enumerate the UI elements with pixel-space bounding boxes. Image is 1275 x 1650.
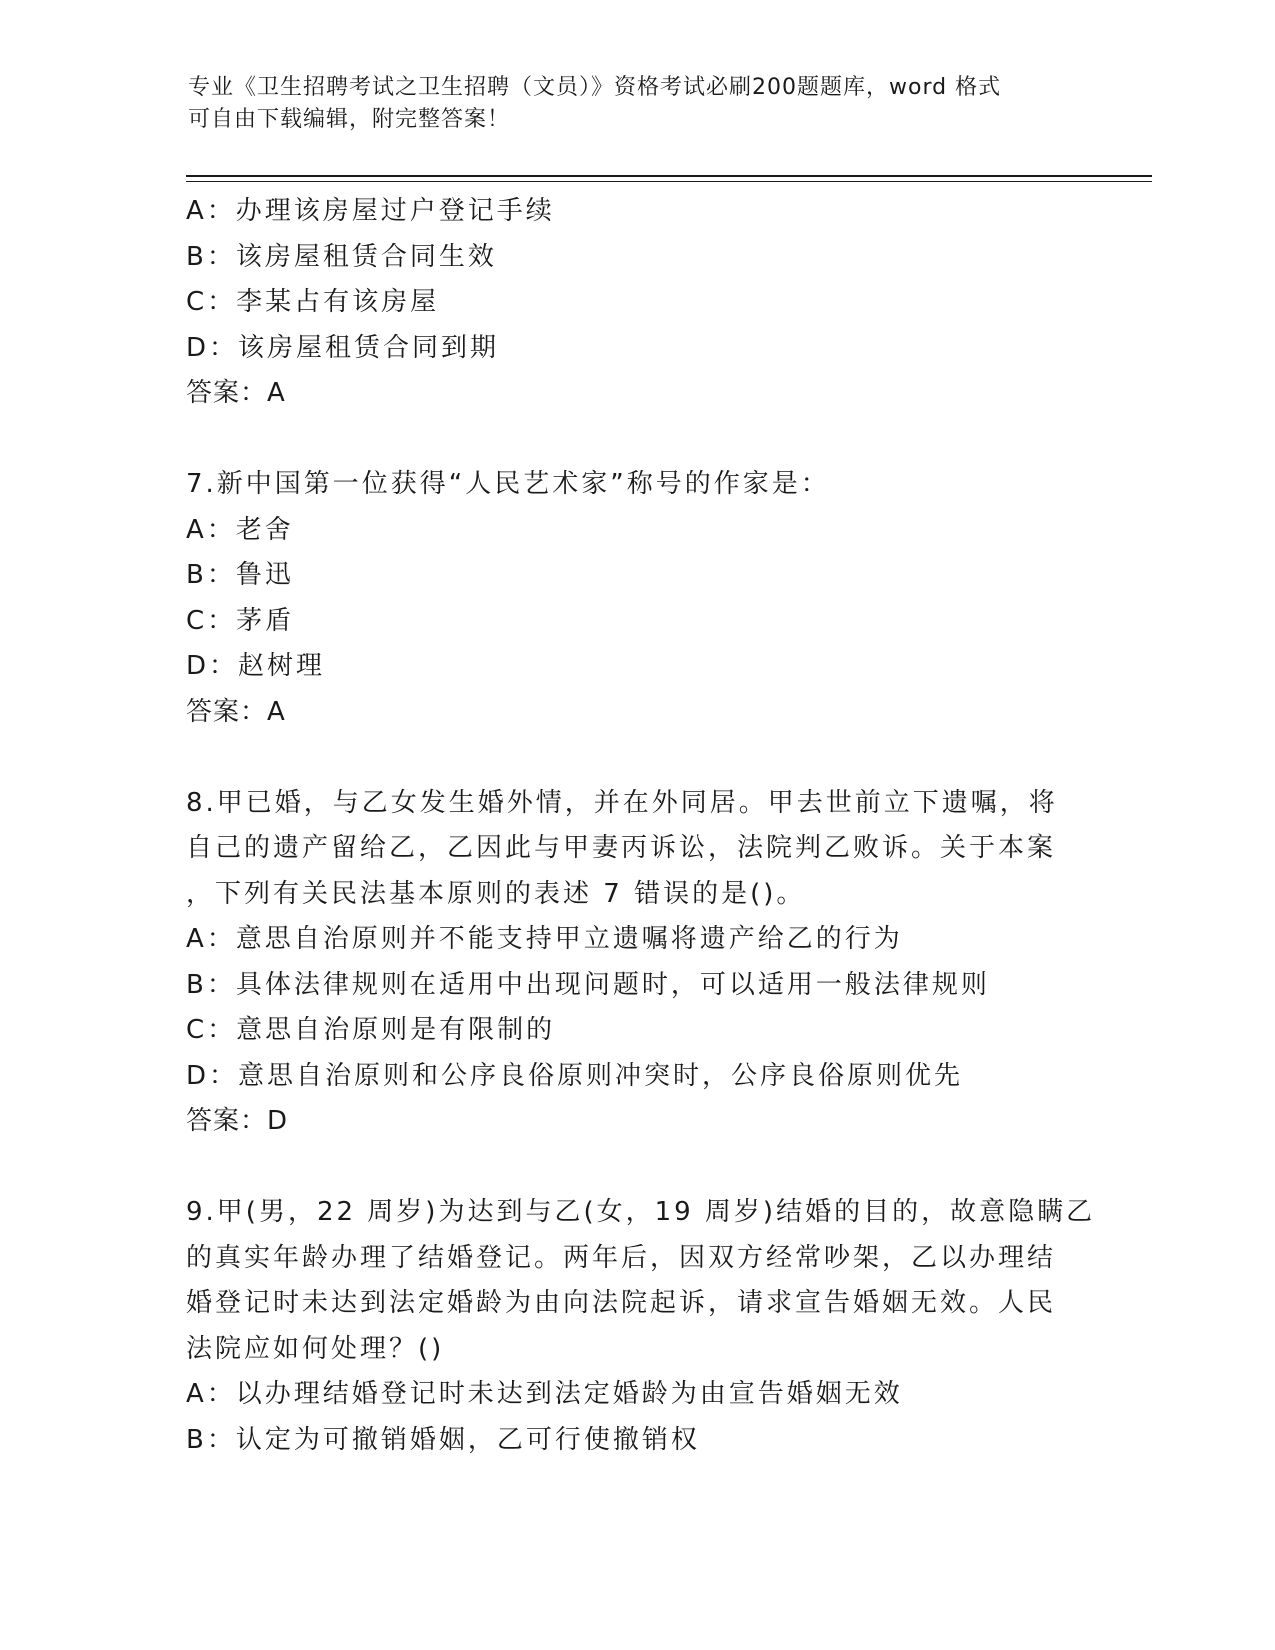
q8-stem-line-1: 8.甲已婚，与乙女发生婚外情，并在外同居。甲去世前立下遗嘱，将 — [186, 787, 1058, 818]
q9-stem-line-2: 的真实年龄办理了结婚登记。两年后，因双方经常吵架，乙以办理结 — [186, 1242, 1057, 1273]
q9-option-b: B：认定为可撤销婚姻，乙可行使撤销权 — [186, 1424, 700, 1455]
q9-stem-line-1: 9.甲(男，22 周岁)为达到与乙(女，19 周岁)结婚的目的，故意隐瞒乙 — [186, 1197, 1096, 1227]
header-divider-thin — [186, 181, 1152, 182]
question-8-block — [186, 781, 1086, 1145]
header-line-2: 可自由下载编辑，附完整答案！ — [188, 107, 511, 132]
q8-option-d: D：意思自治原则和公序良俗原则冲突时，公序良俗原则优先 — [186, 1060, 964, 1091]
question-9-block — [186, 1190, 1096, 1463]
spacer — [186, 417, 1086, 463]
document-header — [188, 72, 1088, 136]
q8-answer: 答案：D — [186, 1106, 289, 1136]
q9-option-a: A：以办理结婚登记时未达到法定婚龄为由宣告婚姻无效 — [186, 1379, 903, 1409]
q7-option-b: B：鲁迅 — [186, 560, 294, 590]
header-line-1: 专业《卫生招聘考试之卫生招聘（文员）》资格考试必刷200题题库，word 格式 — [188, 75, 1002, 100]
question-6-block — [186, 189, 1086, 417]
q7-answer: 答案：A — [186, 696, 286, 727]
spacer — [186, 1145, 1086, 1191]
q6-option-a: A：办理该房屋过户登记手续 — [186, 196, 555, 226]
q8-option-c: C：意思自治原则是有限制的 — [186, 1015, 556, 1045]
q8-stem-line-2: 自己的遗产留给乙，乙因此与甲妻丙诉讼，法院判乙败诉。关于本案 — [186, 833, 1057, 863]
q8-option-b: B：具体法律规则在适用中出现问题时，可以适用一般法律规则 — [186, 969, 990, 1000]
q7-option-a: A：老舍 — [186, 514, 294, 545]
question-7-block — [186, 462, 1086, 735]
q6-option-b: B：该房屋租赁合同生效 — [186, 241, 497, 272]
q7-stem: 7.新中国第一位获得“人民艺术家”称号的作家是： — [186, 469, 830, 499]
q9-stem-line-3: 婚登记时未达到法定婚龄为由向法院起诉，请求宣告婚姻无效。人民 — [186, 1288, 1057, 1318]
question-content — [186, 189, 1096, 1463]
q9-stem-line-4: 法院应如何处理？() — [186, 1333, 445, 1364]
q6-option-c: C：李某占有该房屋 — [186, 287, 440, 317]
q6-option-d: D：该房屋租赁合同到期 — [186, 332, 500, 363]
q7-option-c: C：茅盾 — [186, 605, 295, 636]
header-divider-thick — [186, 175, 1152, 177]
q6-answer: 答案：A — [186, 378, 286, 408]
spacer — [186, 735, 1086, 781]
q7-option-d: D：赵树理 — [186, 651, 326, 681]
q8-stem-line-3: ，下列有关民法基本原则的表述 7 错误的是()。 — [186, 878, 806, 909]
q8-option-a: A：意思自治原则并不能支持甲立遗嘱将遗产给乙的行为 — [186, 924, 903, 954]
